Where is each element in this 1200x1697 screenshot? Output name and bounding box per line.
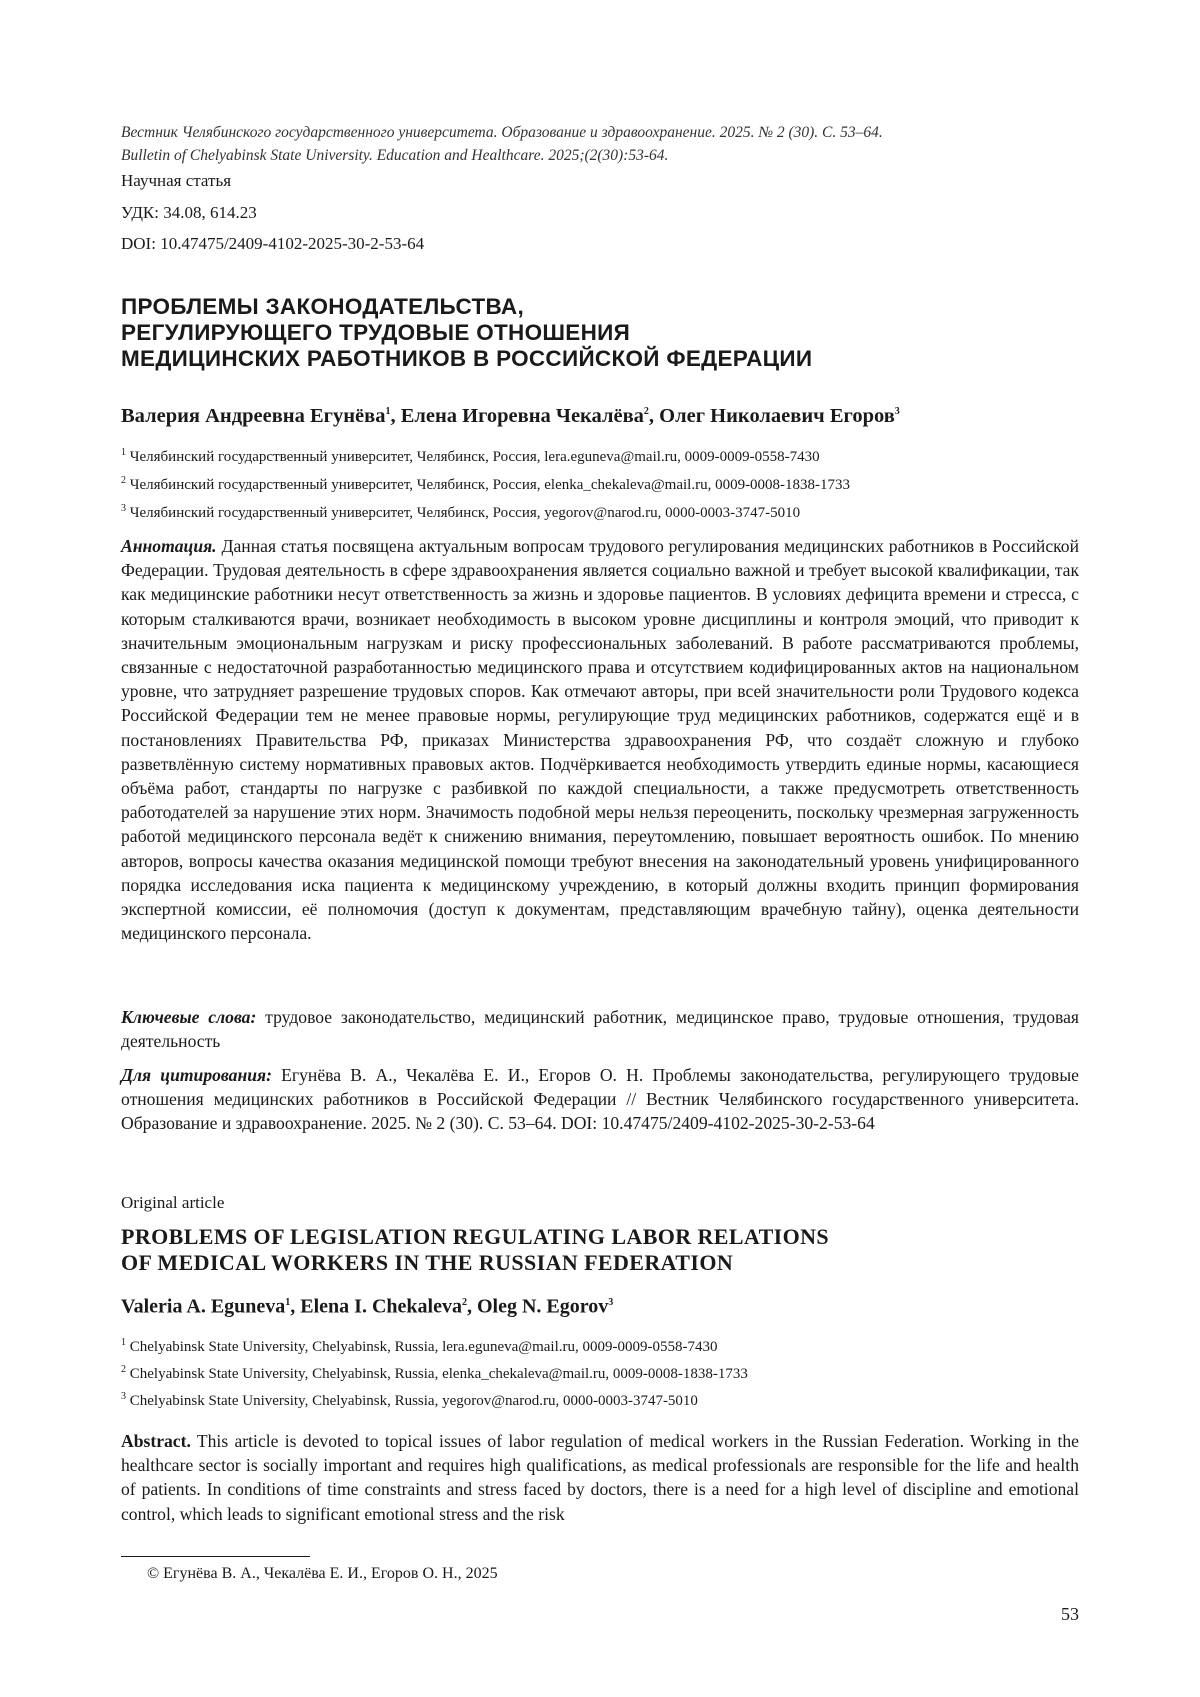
journal-line-en: Bulletin of Chelyabinsk State University. Education and Healthcare. 2025;(2(30):53-64.	[121, 147, 669, 164]
aff-text: Челябинский государственный университет, Челябинск, Россия, yegorov@narod.ru, 0000-0003-3747-5010	[129, 505, 801, 521]
aff-sup: 1	[121, 1337, 126, 1348]
authors-en: Valeria A. Eguneva$^1$, Elena I. Chekaleva$^2$, Oleg N. Egorov$^3$	[121, 1295, 614, 1318]
aff-sup: 3	[121, 503, 126, 514]
aff-text: Челябинский государственный университет, Челябинск, Россия, elenka_chekaleva@mail.ru, 0009-0008-1838-1733	[129, 477, 851, 493]
author-sup: 2	[643, 406, 649, 417]
aff-text: Chelyabinsk State University, Chelyabinsk, Russia, elenka_chekaleva@mail.ru, 0009-0008-1838-1733	[129, 1366, 748, 1382]
title-ru	[121, 294, 812, 372]
aff-text: Челябинский государственный университет, Челябинск, Россия, lera.eguneva@mail.ru, 0009-0009-0558-7430	[129, 449, 820, 465]
page-number: 53	[1061, 1604, 1079, 1624]
affiliation-en-1	[121, 1334, 718, 1356]
doi: DOI: 10.47475/2409-4102-2025-30-2-53-64	[121, 234, 425, 253]
title-en-line: PROBLEMS OF LEGISLATION REGULATING LABOR RELATIONS	[121, 1224, 830, 1249]
abstract-en-text: This article is devoted to topical issues of labor regulation of medical workers in the Russian Federation. Working in the healthcare sector is socially important and requires high qualifications, as medical professionals are responsible for the life and health of patients. In conditions of time constraints and stress faced by doctors, there is a need for a high level of discipline and emotional control, which leads to significant emotional stress and the risk	[121, 1431, 1079, 1524]
author-name: Валерия Андреевна Егунёва	[121, 404, 386, 427]
abstract-ru-text: Данная статья посвящена актуальным вопросам трудового регулирования медицинских работников в Российской Федерации. Трудовая деятельность в сфере здравоохранения является социально важной и требует высокой квалификации, так как медицинские работники несут ответственность за жизнь и здоровье пациентов. В условиях дефицита времени и стресса, с которым сталкиваются врачи, возникает необходимость в высоком уровне дисциплины и контроля эмоций, что приводит к значительным эмоциональным нагрузкам и риску профессиональных заболеваний. В работе рассматриваются проблемы, связанные с недостаточной разработанностью медицинского права и отсутствием кодифицированных актов на национальном уровне, что затрудняет разрешение трудовых споров. Как отмечают авторы, при всей значительности роли Трудового кодекса Российской Федерации тем не менее правовые нормы, регулирующие труд медицинских работников, содержатся ещё и в постановлениях Правительства РФ, приказах Министерства здравоохранения РФ, что создаёт сложную и глубоко разветвлённую систему нормативных правовых актов. Подчёркивается необходимость утвердить единые нормы, касающиеся объёма работ, стандарты по нагрузке с разбивкой по каждой специальности, а также предусмотреть ответственность работодателей за нарушение этих норм. Значимость подобной меры нельзя переоценить, поскольку чрезмерная загруженность работой медицинского персонала ведёт к снижению внимания, переутомлению, повышает вероятность ошибок. По мнению авторов, вопросы качества оказания медицинской помощи требуют внесения на законодательный уровень унифицированного порядка исследования иска пациента к медицинскому учреждению, в который должны входить принцип формирования экспертной комиссии, её полномочия (доступ к документам, представляющим врачебную тайну), оценка деятельности медицинского персонала.	[121, 536, 1079, 944]
aff-text: Chelyabinsk State University, Chelyabinsk, Russia, yegorov@narod.ru, 0000-0003-3747-5010	[129, 1393, 698, 1409]
author-sup: 1	[285, 1297, 291, 1308]
journal-header	[121, 121, 883, 167]
udk: УДК: 34.08, 614.23	[121, 203, 257, 222]
title-ru-line: РЕГУЛИРУЮЩЕГО ТРУДОВЫЕ ОТНОШЕНИЯ	[121, 320, 631, 345]
abstract-en-label: Abstract.	[121, 1431, 191, 1451]
abstract-ru-label: Аннотация.	[121, 536, 217, 556]
aff-sup: 3	[121, 1391, 126, 1402]
author-sup: 3	[608, 1297, 614, 1308]
aff-sup: 1	[121, 447, 126, 458]
title-en-line: OF MEDICAL WORKERS IN THE RUSSIAN FEDERATION	[121, 1250, 734, 1275]
author-name: Oleg N. Egorov	[476, 1295, 609, 1318]
citation-ru	[121, 1063, 1079, 1136]
author-sup: 1	[385, 406, 391, 417]
author-name: Valeria A. Eguneva	[121, 1295, 286, 1318]
authors-ru: Валерия Андреевна Егунёва$^1$, Елена Игоревна Чекалёва$^2$, Олег Николаевич Егоров$^3$	[121, 404, 900, 427]
title-ru-line: ПРОБЛЕМЫ ЗАКОНОДАТЕЛЬСТВА,	[121, 294, 525, 319]
citation-ru-text: Егунёва В. А., Чекалёва Е. И., Егоров О. Н. Проблемы законодательства, регулирующего трудовые отношения медицинских работников в Российской Федерации // Вестник Челябинского государственного университета. Образование и здравоохранение. 2025. № 2 (30). С. 53–64. DOI: 10.47475/2409-4102-2025-30-2-53-64	[121, 1065, 1079, 1134]
affiliation-ru-3	[121, 500, 800, 522]
abstract-ru	[121, 534, 1079, 945]
author-sup: 2	[461, 1297, 467, 1308]
title-ru-line: МЕДИЦИНСКИХ РАБОТНИКОВ В РОССИЙСКОЙ ФЕДЕРАЦИИ	[121, 346, 813, 371]
affiliation-en-2	[121, 1361, 748, 1383]
journal-line-ru: Вестник Челябинского государственного университета. Образование и здравоохранение. 2025. № 2 (30). С. 53–64.	[121, 124, 883, 141]
aff-sup: 2	[121, 475, 126, 486]
aff-text: Chelyabinsk State University, Chelyabinsk, Russia, lera.eguneva@mail.ru, 0009-0009-0558-7430	[129, 1339, 718, 1355]
affiliation-ru-2	[121, 472, 850, 494]
article-type-en: Original article	[121, 1193, 225, 1212]
author-name: Елена Игоревна Чекалёва	[400, 404, 644, 427]
aff-sup: 2	[121, 1364, 126, 1375]
keywords-ru	[121, 1005, 1079, 1053]
citation-ru-label: Для цитирования:	[121, 1065, 272, 1085]
footnote-divider	[121, 1556, 310, 1557]
author-name: Олег Николаевич Егоров	[659, 404, 895, 427]
author-name: Elena I. Chekaleva	[300, 1295, 462, 1318]
author-sup: 3	[894, 406, 900, 417]
copyright-note: © Егунёва В. А., Чекалёва Е. И., Егоров О. Н., 2025	[147, 1565, 498, 1582]
abstract-en	[121, 1429, 1079, 1526]
affiliation-en-3	[121, 1388, 698, 1410]
keywords-ru-label: Ключевые слова:	[121, 1007, 257, 1027]
title-en	[121, 1224, 829, 1276]
keywords-ru-text: трудовое законодательство, медицинский работник, медицинское право, трудовые отношения, трудовая деятельность	[121, 1007, 1079, 1052]
affiliation-ru-1	[121, 444, 820, 466]
article-type-ru: Научная статья	[121, 171, 232, 190]
